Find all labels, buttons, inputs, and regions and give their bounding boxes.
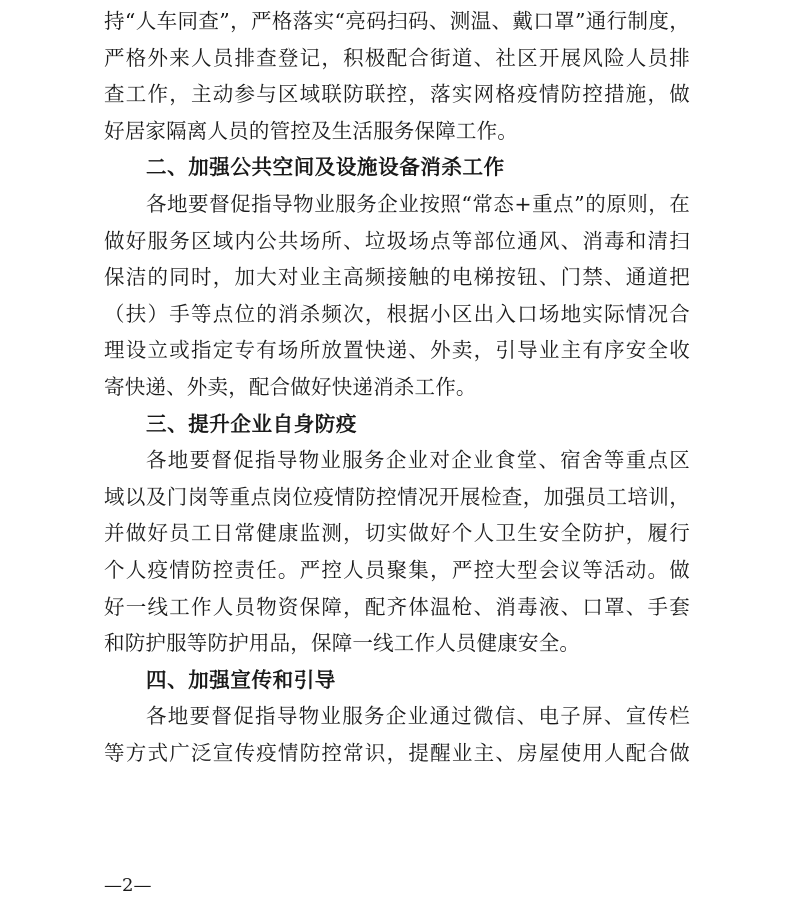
paragraph-line: 好一线工作人员物资保障，配齐体温枪、消毒液、口罩、手套 — [104, 595, 690, 619]
paragraph-line: 寄快递、外卖，配合做好快递消杀工作。 — [104, 375, 477, 399]
paragraph-line: 和防护服等防护用品，保障一线工作人员健康安全。 — [104, 631, 581, 655]
paragraph-line: 好居家隔离人员的管控及生活服务保障工作。 — [104, 119, 518, 143]
paragraph-line: 严格外来人员排查登记，积极配合街道、社区开展风险人员排 — [104, 46, 690, 70]
paragraph-line: （扶）手等点位的消杀频次，根据小区出入口场地实际情况合 — [104, 302, 690, 326]
paragraph-line: 各地要督促指导物业服务企业按照“常态+重点”的原则，在 — [146, 192, 690, 216]
paragraph-line: 并做好员工日常健康监测，切实做好个人卫生安全防护，履行 — [104, 521, 690, 545]
paragraph-line: 保洁的同时，加大对业主高频接触的电梯按钮、门禁、通道把 — [104, 265, 690, 289]
paragraph-line: 域以及门岗等重点岗位疫情防控情况开展检查，加强员工培训， — [104, 485, 690, 509]
section-heading-3: 三、提升企业自身防疫 — [146, 412, 357, 436]
paragraph-line: 做好服务区域内公共场所、垃圾场点等部位通风、消毒和清扫 — [104, 229, 690, 253]
section-heading-2: 二、加强公共空间及设施设备消杀工作 — [146, 155, 505, 179]
section-heading-4: 四、加强宣传和引导 — [146, 668, 336, 692]
paragraph-line: 各地要督促指导物业服务企业对企业食堂、宿舍等重点区 — [146, 448, 690, 472]
paragraph-line: 等方式广泛宣传疫情防控常识，提醒业主、房屋使用人配合做 — [104, 741, 690, 765]
paragraph-line: 各地要督促指导物业服务企业通过微信、电子屏、宣传栏 — [146, 704, 690, 728]
page-number: —2— — [104, 875, 152, 896]
paragraph-line: 持“人车同查”，严格落实“亮码扫码、测温、戴口罩”通行制度， — [104, 9, 690, 33]
paragraph-line: 个人疫情防控责任。严控人员聚集，严控大型会议等活动。做 — [104, 558, 690, 582]
paragraph-line: 查工作，主动参与区域联防联控，落实网格疫情防控措施，做 — [104, 82, 690, 106]
paragraph-line: 理设立或指定专有场所放置快递、外卖，引导业主有序安全收 — [104, 338, 690, 362]
